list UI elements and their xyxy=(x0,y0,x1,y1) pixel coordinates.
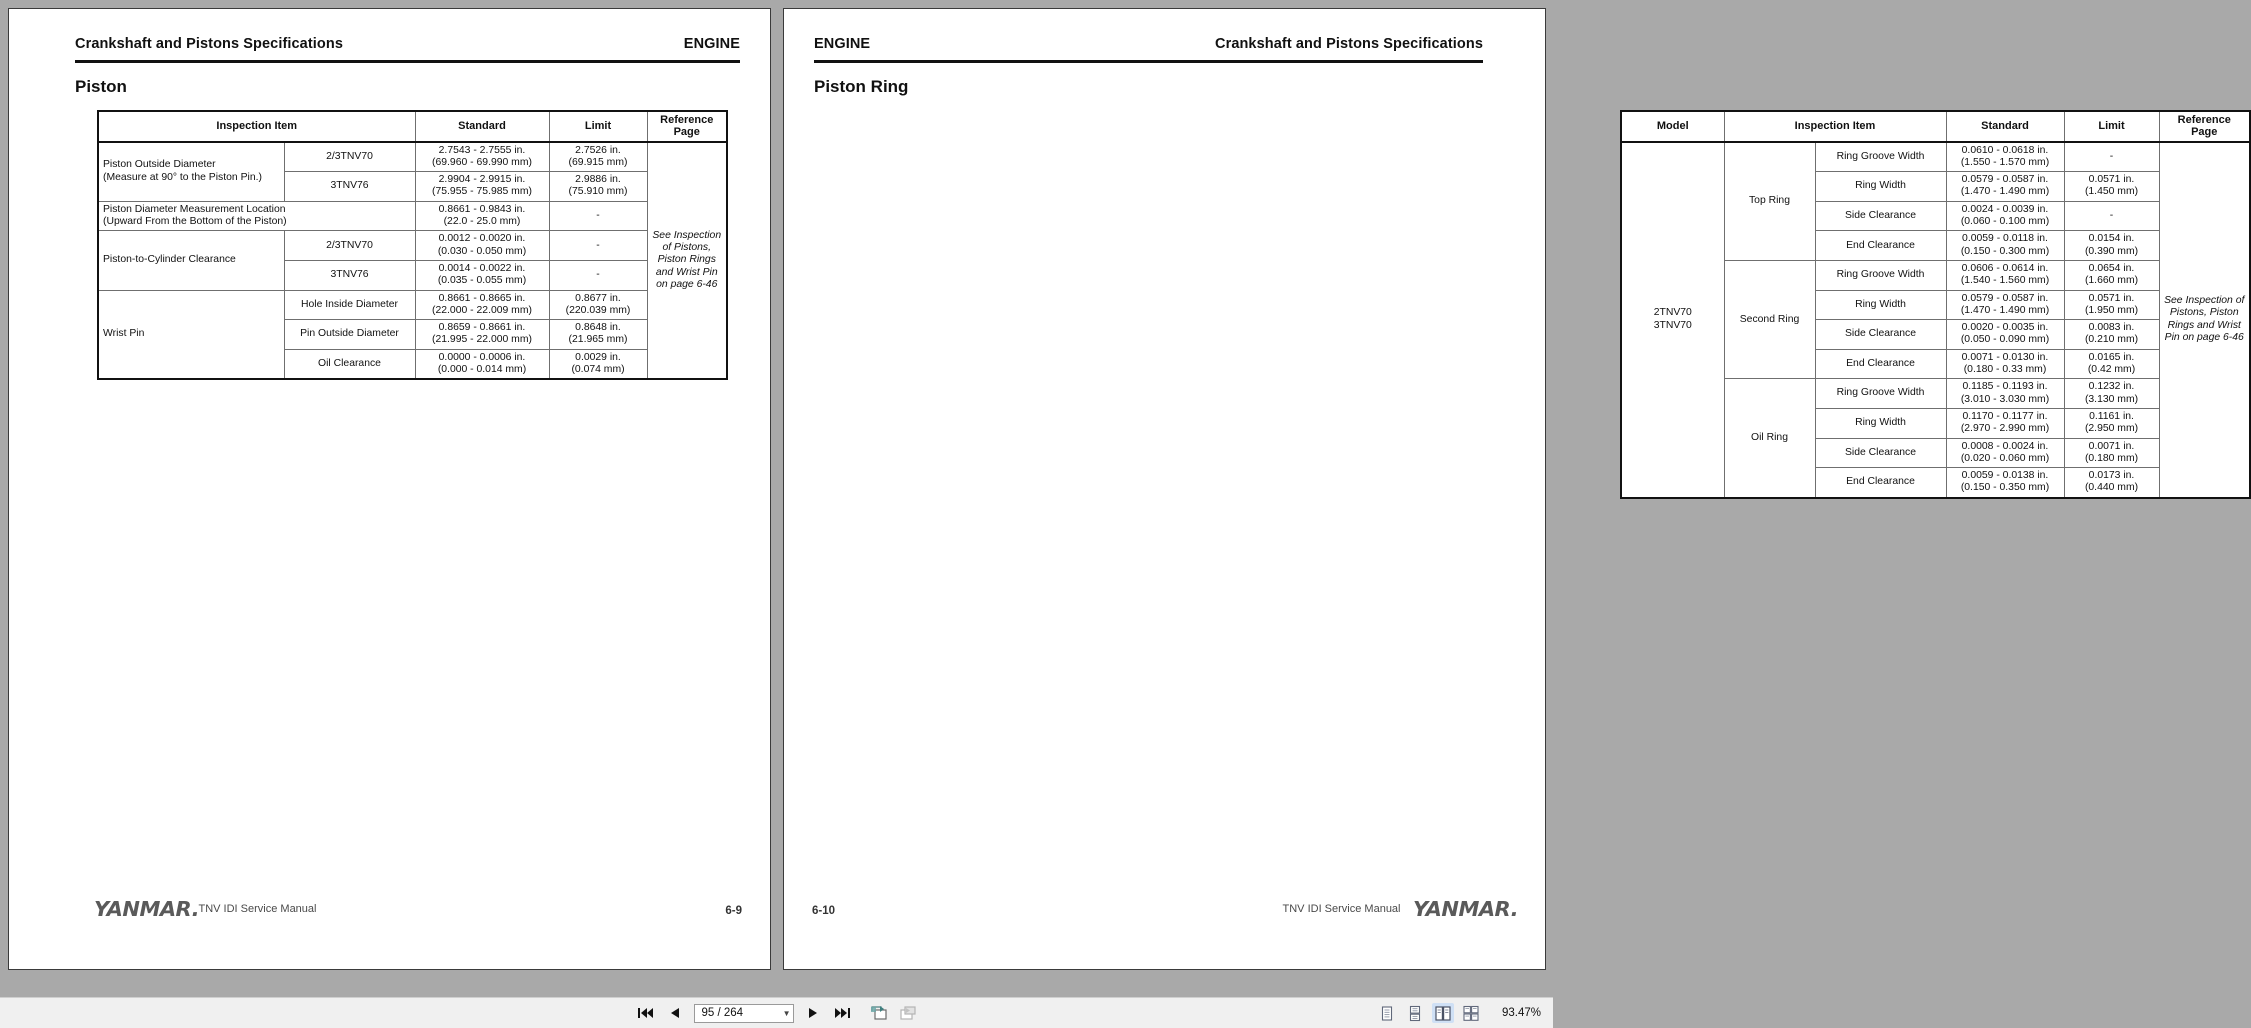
row-standard: 0.0014 - 0.0022 in. (0.035 - 0.055 mm) xyxy=(415,260,549,290)
previous-view-button[interactable] xyxy=(869,1003,889,1023)
row-limit: - xyxy=(549,260,647,290)
col-header-reference-page: Reference Page xyxy=(2159,111,2250,142)
row-limit: - xyxy=(2064,142,2159,172)
row-group-oil-ring: Oil Ring xyxy=(1724,379,1815,498)
document-page-left xyxy=(8,8,771,970)
section-title-piston: Piston xyxy=(75,77,127,96)
last-page-button[interactable] xyxy=(832,1003,852,1023)
row-item: Side Clearance xyxy=(1815,201,1946,231)
reference-page-note: See Inspection of Pistons, Piston Rings and Wrist Pin on page 6-46 xyxy=(2159,142,2250,498)
row-limit: 0.0571 in. (1.950 mm) xyxy=(2064,290,2159,320)
row-item-piston-outside-diameter: Piston Outside Diameter (Measure at 90° to the Piston Pin.) xyxy=(98,142,284,202)
col-header-standard: Standard xyxy=(1946,111,2064,142)
row-standard: 0.0579 - 0.0587 in. (1.470 - 1.490 mm) xyxy=(1946,172,2064,202)
row-model: 2TNV70 3TNV70 xyxy=(1621,142,1724,498)
row-limit: 0.0029 in. (0.074 mm) xyxy=(549,349,647,379)
row-standard: 0.0024 - 0.0039 in. (0.060 - 0.100 mm) xyxy=(1946,201,2064,231)
page-number-input[interactable] xyxy=(694,1004,794,1023)
row-item: Ring Groove Width xyxy=(1815,260,1946,290)
row-limit: 0.1161 in. (2.950 mm) xyxy=(2064,408,2159,438)
row-limit: - xyxy=(2064,201,2159,231)
table-header-row xyxy=(1621,111,2250,142)
view-mode-two-page-continuous[interactable] xyxy=(1460,1003,1482,1023)
row-standard: 2.7543 - 2.7555 in. (69.960 - 69.990 mm) xyxy=(415,142,549,172)
row-standard: 0.8661 - 0.9843 in. (22.0 - 25.0 mm) xyxy=(415,201,549,231)
row-standard: 0.0071 - 0.0130 in. (0.180 - 0.33 mm) xyxy=(1946,349,2064,379)
row-item: Side Clearance xyxy=(1815,320,1946,350)
page-number: 6-9 xyxy=(725,905,742,917)
manual-name: TNV IDI Service Manual xyxy=(1282,903,1401,915)
row-item: Ring Width xyxy=(1815,290,1946,320)
row-subitem-model: 2/3TNV70 xyxy=(284,142,415,172)
row-limit: 0.1232 in. (3.130 mm) xyxy=(2064,379,2159,409)
toolbar-navigation-group xyxy=(636,998,918,1028)
row-group-top-ring: Top Ring xyxy=(1724,142,1815,261)
row-standard: 0.0020 - 0.0035 in. (0.050 - 0.090 mm) xyxy=(1946,320,2064,350)
zoom-level-label[interactable]: 93.47% xyxy=(1501,1007,1541,1019)
row-limit: 0.0083 in. (0.210 mm) xyxy=(2064,320,2159,350)
row-limit: 2.9886 in. (75.910 mm) xyxy=(549,172,647,202)
row-limit: - xyxy=(549,231,647,261)
row-item: Ring Width xyxy=(1815,172,1946,202)
row-standard: 2.9904 - 2.9915 in. (75.955 - 75.985 mm) xyxy=(415,172,549,202)
yanmar-logo: YANMAR. xyxy=(1412,897,1519,921)
next-page-button[interactable] xyxy=(803,1003,823,1023)
col-header-inspection-item: Inspection Item xyxy=(1724,111,1946,142)
col-header-inspection-item: Inspection Item xyxy=(98,111,415,142)
page-number: 6-10 xyxy=(812,905,836,917)
row-item: End Clearance xyxy=(1815,468,1946,498)
piston-ring-specifications-table xyxy=(1620,110,2251,499)
manual-name: TNV IDI Service Manual xyxy=(198,903,317,915)
row-limit: 0.0571 in. (1.450 mm) xyxy=(2064,172,2159,202)
page-footer-right xyxy=(784,899,1545,921)
row-standard: 0.0059 - 0.0138 in. (0.150 - 0.350 mm) xyxy=(1946,468,2064,498)
running-head-rule xyxy=(814,60,1483,63)
row-standard: 0.1170 - 0.1177 in. (2.970 - 2.990 mm) xyxy=(1946,408,2064,438)
view-mode-single-page[interactable] xyxy=(1376,1003,1398,1023)
view-mode-single-page-continuous[interactable] xyxy=(1404,1003,1426,1023)
running-head-chapter: ENGINE xyxy=(683,36,740,52)
col-header-reference-page: Reference Page xyxy=(647,111,727,142)
table-row xyxy=(98,142,727,172)
row-standard: 0.0008 - 0.0024 in. (0.020 - 0.060 mm) xyxy=(1946,438,2064,468)
table-row xyxy=(98,231,727,261)
running-head-rule xyxy=(75,60,740,63)
row-item: Ring Groove Width xyxy=(1815,379,1946,409)
page-footer-left xyxy=(9,899,770,921)
row-limit: 0.0173 in. (0.440 mm) xyxy=(2064,468,2159,498)
row-standard: 0.1185 - 0.1193 in. (3.010 - 3.030 mm) xyxy=(1946,379,2064,409)
section-title-piston-ring: Piston Ring xyxy=(814,77,909,96)
col-header-standard: Standard xyxy=(415,111,549,142)
row-item-wrist-pin: Wrist Pin xyxy=(98,290,284,379)
row-item: End Clearance xyxy=(1815,349,1946,379)
row-item: Side Clearance xyxy=(1815,438,1946,468)
row-standard: 0.0610 - 0.0618 in. (1.550 - 1.570 mm) xyxy=(1946,142,2064,172)
pdf-viewer-toolbar xyxy=(0,997,1553,1028)
row-item: End Clearance xyxy=(1815,231,1946,261)
row-limit: 0.0654 in. (1.660 mm) xyxy=(2064,260,2159,290)
row-limit: 2.7526 in. (69.915 mm) xyxy=(549,142,647,172)
col-header-model: Model xyxy=(1621,111,1724,142)
table-header-row xyxy=(98,111,727,142)
row-subitem-model: 3TNV76 xyxy=(284,172,415,202)
row-limit: 0.8677 in. (220.039 mm) xyxy=(549,290,647,320)
row-standard: 0.8659 - 0.8661 in. (21.995 - 22.000 mm) xyxy=(415,320,549,350)
view-mode-two-page[interactable] xyxy=(1432,1003,1454,1023)
yanmar-logo: YANMAR. xyxy=(94,897,200,921)
row-subitem-pin-outside-diameter: Pin Outside Diameter xyxy=(284,320,415,350)
row-subitem-oil-clearance: Oil Clearance xyxy=(284,349,415,379)
running-head-title: Crankshaft and Pistons Specifications xyxy=(1215,36,1483,52)
next-view-button[interactable] xyxy=(898,1003,918,1023)
row-item: Ring Groove Width xyxy=(1815,142,1946,172)
row-limit: 0.8648 in. (21.965 mm) xyxy=(549,320,647,350)
running-head-left-page xyxy=(75,35,740,65)
row-item: Ring Width xyxy=(1815,408,1946,438)
document-page-right xyxy=(783,8,2245,970)
row-subitem-model: 2/3TNV70 xyxy=(284,231,415,261)
row-group-second-ring: Second Ring xyxy=(1724,260,1815,378)
row-item-piston-diameter-measurement-location: Piston Diameter Measurement Location (Upward From the Bottom of the Piston) xyxy=(98,201,415,231)
row-standard: 0.0012 - 0.0020 in. (0.030 - 0.050 mm) xyxy=(415,231,549,261)
row-limit: 0.0071 in. (0.180 mm) xyxy=(2064,438,2159,468)
previous-page-button[interactable] xyxy=(665,1003,685,1023)
row-limit: 0.0165 in. (0.42 mm) xyxy=(2064,349,2159,379)
first-page-button[interactable] xyxy=(636,1003,656,1023)
reference-page-note: See Inspection of Pistons, Piston Rings and Wrist Pin on page 6-46 xyxy=(647,142,727,380)
row-standard: 0.0579 - 0.0587 in. (1.470 - 1.490 mm) xyxy=(1946,290,2064,320)
row-standard: 0.0059 - 0.0118 in. (0.150 - 0.300 mm) xyxy=(1946,231,2064,261)
piston-specifications-table xyxy=(97,110,728,380)
col-header-limit: Limit xyxy=(549,111,647,142)
row-subitem-hole-inside-diameter: Hole Inside Diameter xyxy=(284,290,415,320)
running-head-title: Crankshaft and Pistons Specifications xyxy=(75,36,343,52)
page-indicator-value: 95 / 264 xyxy=(701,1007,744,1019)
table-row xyxy=(98,201,727,231)
row-limit: - xyxy=(549,201,647,231)
row-standard: 0.0000 - 0.0006 in. (0.000 - 0.014 mm) xyxy=(415,349,549,379)
running-head-chapter: ENGINE xyxy=(814,36,871,52)
toolbar-view-controls xyxy=(1376,998,1541,1028)
table-row xyxy=(1621,142,2250,172)
row-standard: 0.8661 - 0.8665 in. (22.000 - 22.009 mm) xyxy=(415,290,549,320)
running-head-right-page xyxy=(814,35,1483,65)
row-limit: 0.0154 in. (0.390 mm) xyxy=(2064,231,2159,261)
table-row xyxy=(98,290,727,320)
row-standard: 0.0606 - 0.0614 in. (1.540 - 1.560 mm) xyxy=(1946,260,2064,290)
col-header-limit: Limit xyxy=(2064,111,2159,142)
row-subitem-model: 3TNV76 xyxy=(284,260,415,290)
row-item-piston-to-cylinder-clearance: Piston-to-Cylinder Clearance xyxy=(98,231,284,290)
chevron-down-icon[interactable]: ▼ xyxy=(782,1008,791,1018)
